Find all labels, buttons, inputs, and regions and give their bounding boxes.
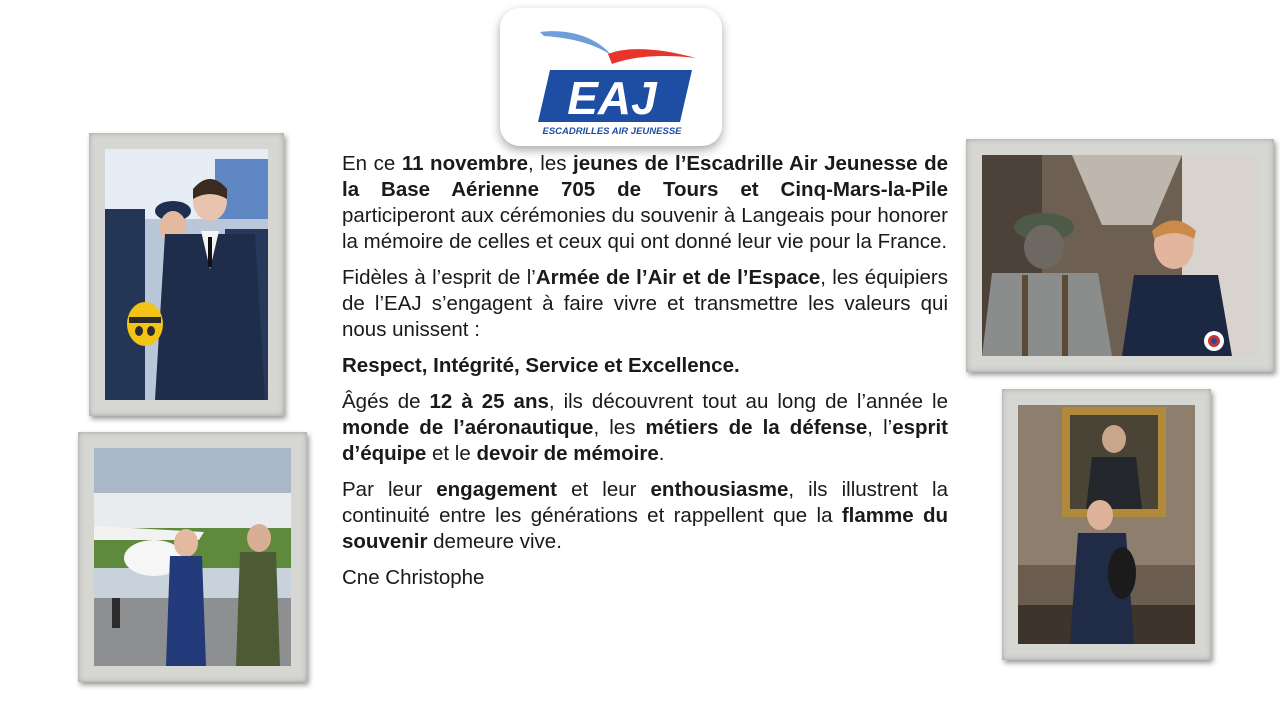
bold-text: Respect, Intégrité, Service et Excellence. [342, 354, 740, 377]
paragraph-ceremony [342, 151, 948, 255]
bold-text: enthousiasme [650, 478, 789, 501]
text-run: , ils découvrent tout au long de l’année le [548, 390, 948, 413]
bold-text: Armée de l’Air et de l’Espace [535, 266, 821, 289]
blue-wing-icon [540, 31, 612, 56]
photo-cadets-officer [105, 149, 268, 400]
bold-text: engagement [436, 478, 557, 501]
bold-text: esprit d’équipe [342, 416, 949, 465]
paragraph-values [342, 353, 948, 379]
photo-frame-aircraft [78, 432, 307, 682]
bold-text: 11 novembre [401, 152, 529, 175]
text-run: Âgés de [342, 390, 430, 413]
eaj-logo [500, 8, 722, 146]
text-run: . [658, 442, 665, 465]
text-run: , les [593, 416, 646, 439]
text-run: En ce [342, 152, 402, 175]
text-run: , ils illustrent la continuité entre les générations et rappellent que la [342, 478, 948, 527]
red-wing-icon [608, 49, 696, 64]
paragraph-engagement [342, 477, 948, 555]
photo-frame-wwi-soldier [966, 139, 1274, 372]
article-body [342, 151, 948, 601]
signature: Cne Christophe [342, 566, 485, 589]
text-run: et le [426, 442, 477, 465]
photo-cadet-portrait [1018, 405, 1195, 644]
text-run: , les équipiers de l’EAJ s’engagent à faire vivre et transmettre les valeurs qui nous unissent : [342, 266, 948, 341]
text-run: participeront aux cérémonies du souvenir à Langeais pour honorer la mémoire de celles et ceux qui ont donné leur vie pour la France. [342, 204, 948, 253]
logo-subtitle: ESCADRILLES AIR JEUNESSE [542, 126, 682, 137]
text-run: Par leur [342, 478, 437, 501]
paragraph-armee-air [342, 265, 948, 343]
text-run: demeure vive. [427, 530, 562, 553]
logo-acronym: EAJ [567, 72, 657, 124]
text-run: Fidèles à l’esprit de l’ [342, 266, 536, 289]
bold-text: devoir de mémoire [476, 442, 659, 465]
text-run: , les [528, 152, 574, 175]
photo-cadets-aircraft [94, 448, 291, 666]
photo-frame-portrait [1002, 389, 1211, 660]
bold-text: flamme du souvenir [342, 504, 948, 553]
bold-text: monde de l’aéronautique [342, 416, 594, 439]
photo-cadet-wwi-soldier [982, 155, 1258, 356]
paragraph-ages [342, 389, 948, 467]
text-run: , l’ [867, 416, 893, 439]
bold-text: métiers de la défense [645, 416, 868, 439]
eaj-logo-graphic [500, 8, 722, 146]
text-run: et leur [557, 478, 651, 501]
bold-text: 12 à 25 ans [429, 390, 549, 413]
photo-frame-cadets-officer [89, 133, 284, 416]
bold-text: jeunes de l’Escadrille Air Jeunesse de la Base Aérienne 705 de Tours et Cinq-Mars-la-Pile [342, 152, 948, 201]
